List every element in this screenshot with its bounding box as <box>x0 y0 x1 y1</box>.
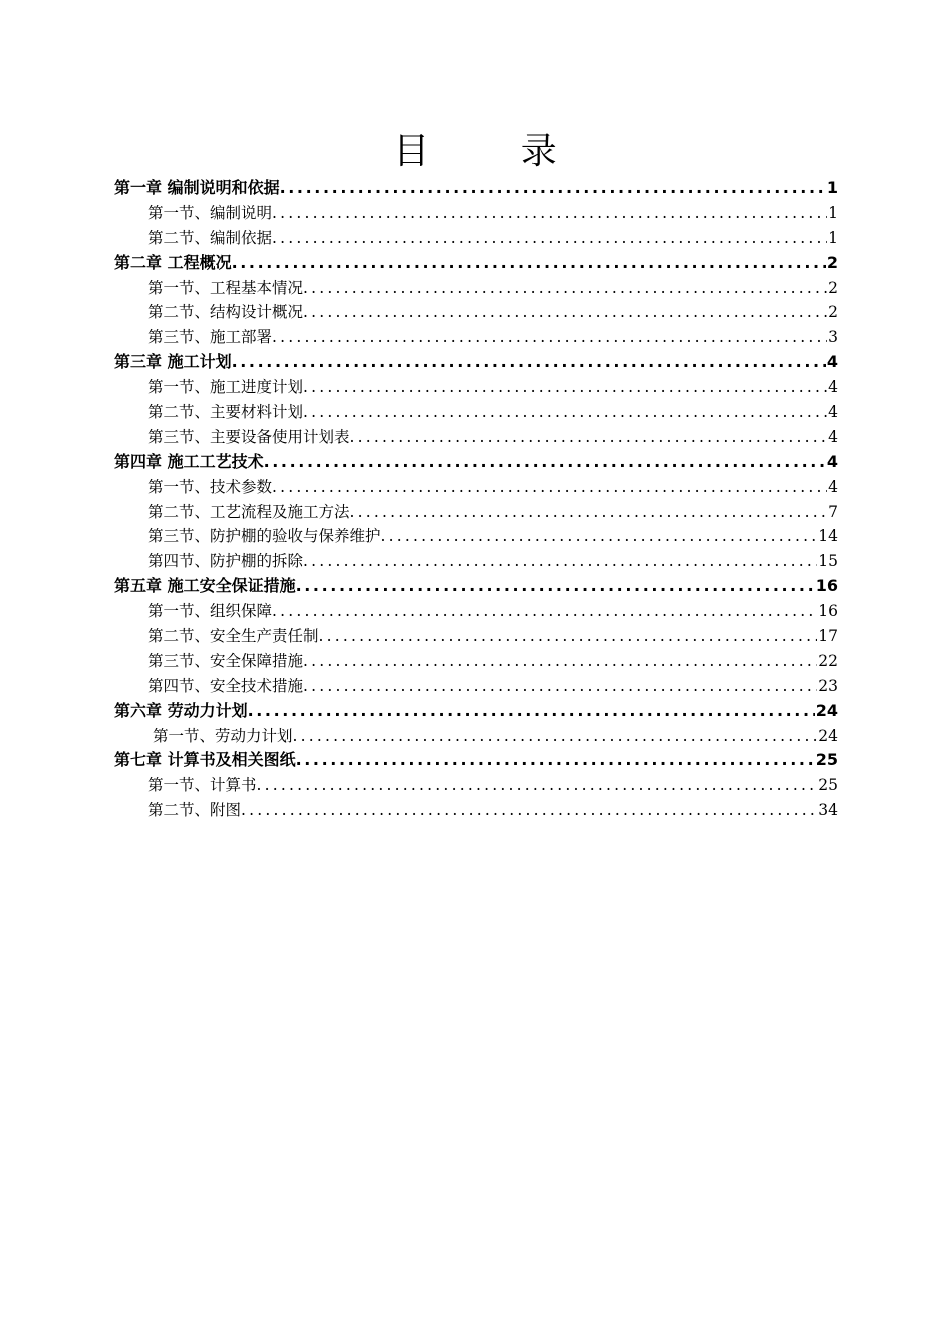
toc-page-number: 2 <box>826 252 838 272</box>
toc-chapter-entry[interactable] <box>114 574 838 599</box>
toc-entry-text: 第四节、防护棚的拆除 <box>148 552 304 571</box>
toc-page-number: 25 <box>818 776 838 795</box>
table-of-contents <box>114 176 838 823</box>
toc-page-number: 14 <box>818 527 838 546</box>
toc-section-entry[interactable] <box>114 276 838 301</box>
toc-page-number: 22 <box>818 651 838 670</box>
toc-entry-text: 第四章 施工工艺技术 <box>114 451 264 471</box>
toc-section-entry[interactable] <box>114 674 838 699</box>
dot-leader <box>232 251 826 276</box>
toc-section-entry[interactable] <box>114 624 838 649</box>
dot-leader <box>303 276 827 301</box>
toc-chapter-entry[interactable] <box>114 176 838 201</box>
toc-entry-text: 第三节、安全保障措施 <box>148 651 304 670</box>
toc-entry-text: 第一节、组织保障 <box>148 602 273 621</box>
toc-entry-text: 第二节、主要材料计划 <box>148 403 304 422</box>
dot-leader <box>303 400 827 425</box>
dot-leader <box>303 375 827 400</box>
toc-entry-text: 第六章 劳动力计划 <box>114 700 248 720</box>
dot-leader <box>303 300 827 325</box>
toc-page-number: 1 <box>828 228 838 247</box>
toc-section-entry[interactable] <box>114 400 838 425</box>
toc-page-number: 2 <box>828 303 838 322</box>
toc-entry-text: 第七章 计算书及相关图纸 <box>114 750 296 770</box>
dot-leader <box>272 226 827 251</box>
toc-entry-text: 第二节、工艺流程及施工方法 <box>148 502 350 521</box>
toc-section-entry[interactable] <box>114 375 838 400</box>
toc-entry-text: 第二节、编制依据 <box>148 228 273 247</box>
dot-leader <box>293 724 818 749</box>
toc-section-entry[interactable] <box>114 300 838 325</box>
dot-leader <box>272 599 817 624</box>
toc-page-number: 16 <box>815 576 838 596</box>
toc-page-number: 3 <box>828 328 838 347</box>
toc-chapter-entry[interactable] <box>114 450 838 475</box>
toc-entry-text: 第五章 施工安全保证措施 <box>114 576 296 596</box>
toc-page-number: 25 <box>815 750 838 770</box>
toc-section-entry[interactable] <box>114 226 838 251</box>
toc-chapter-entry[interactable] <box>114 699 838 724</box>
toc-entry-text: 第三章 施工计划 <box>114 352 232 372</box>
toc-page-number: 1 <box>828 203 838 222</box>
toc-page-number: 2 <box>828 278 838 297</box>
toc-entry-text: 第一节、工程基本情况 <box>148 278 304 297</box>
toc-page-number: 4 <box>828 378 838 397</box>
toc-entry-text: 第一节、编制说明 <box>148 203 273 222</box>
toc-entry-text: 第一章 编制说明和依据 <box>114 178 280 197</box>
toc-entry-text: 第二节、附图 <box>148 801 242 820</box>
toc-page-number: 4 <box>828 477 838 496</box>
toc-page-number: 24 <box>818 726 838 745</box>
dot-leader <box>296 574 815 599</box>
dot-leader <box>303 549 817 574</box>
toc-chapter-entry[interactable] <box>114 350 838 375</box>
dot-leader <box>350 425 828 450</box>
dot-leader <box>272 201 827 226</box>
toc-section-entry[interactable] <box>114 724 838 749</box>
toc-page-number: 24 <box>815 700 838 720</box>
toc-section-entry[interactable] <box>114 500 838 525</box>
dot-leader <box>264 450 826 475</box>
toc-chapter-entry[interactable] <box>114 748 838 773</box>
toc-section-entry[interactable] <box>114 201 838 226</box>
dot-leader <box>381 524 818 549</box>
dot-leader <box>272 325 827 350</box>
dot-leader <box>296 748 815 773</box>
dot-leader <box>303 674 817 699</box>
toc-page-number: 1 <box>826 178 838 197</box>
toc-page-number: 4 <box>828 427 838 446</box>
toc-section-entry[interactable] <box>114 475 838 500</box>
toc-page-number: 16 <box>818 602 838 621</box>
toc-section-entry[interactable] <box>114 773 838 798</box>
toc-page-number: 4 <box>826 451 838 471</box>
toc-entry-text: 第二节、结构设计概况 <box>148 303 304 322</box>
dot-leader <box>350 500 828 525</box>
toc-page-number: 4 <box>826 352 838 372</box>
toc-page-number: 15 <box>818 552 838 571</box>
toc-entry-text: 第三节、主要设备使用计划表 <box>148 427 350 446</box>
toc-page-number: 34 <box>818 801 838 820</box>
toc-section-entry[interactable] <box>114 798 838 823</box>
dot-leader <box>319 624 818 649</box>
dot-leader <box>257 773 818 798</box>
toc-entry-text: 第一节、计算书 <box>148 776 257 795</box>
toc-entry-text: 第四节、安全技术措施 <box>148 676 304 695</box>
dot-leader <box>248 699 815 724</box>
toc-section-entry[interactable] <box>114 524 838 549</box>
toc-page-number: 23 <box>818 676 838 695</box>
dot-leader <box>280 176 826 201</box>
dot-leader <box>272 475 827 500</box>
dot-leader <box>303 649 817 674</box>
toc-entry-text: 第二节、安全生产责任制 <box>148 627 319 646</box>
toc-entry-text: 第三节、防护棚的验收与保养维护 <box>148 527 381 546</box>
toc-entry-text: 第二章 工程概况 <box>114 252 232 272</box>
toc-section-entry[interactable] <box>114 325 838 350</box>
toc-entry-text: 第一节、技术参数 <box>148 477 273 496</box>
toc-entry-text: 第一节、施工进度计划 <box>148 378 304 397</box>
dot-leader <box>232 350 826 375</box>
toc-entry-text: 第一节、劳动力计划 <box>153 726 293 745</box>
toc-page-number: 7 <box>828 502 838 521</box>
toc-entry-text: 第三节、施工部署 <box>148 328 273 347</box>
toc-page-number: 17 <box>818 627 838 646</box>
toc-section-entry[interactable] <box>114 649 838 674</box>
toc-section-entry[interactable] <box>114 549 838 574</box>
toc-chapter-entry[interactable] <box>114 251 838 276</box>
toc-page-number: 4 <box>828 403 838 422</box>
toc-section-entry[interactable] <box>114 425 838 450</box>
dot-leader <box>241 798 817 823</box>
toc-section-entry[interactable] <box>114 599 838 624</box>
toc-title: 目 录 <box>393 131 597 172</box>
